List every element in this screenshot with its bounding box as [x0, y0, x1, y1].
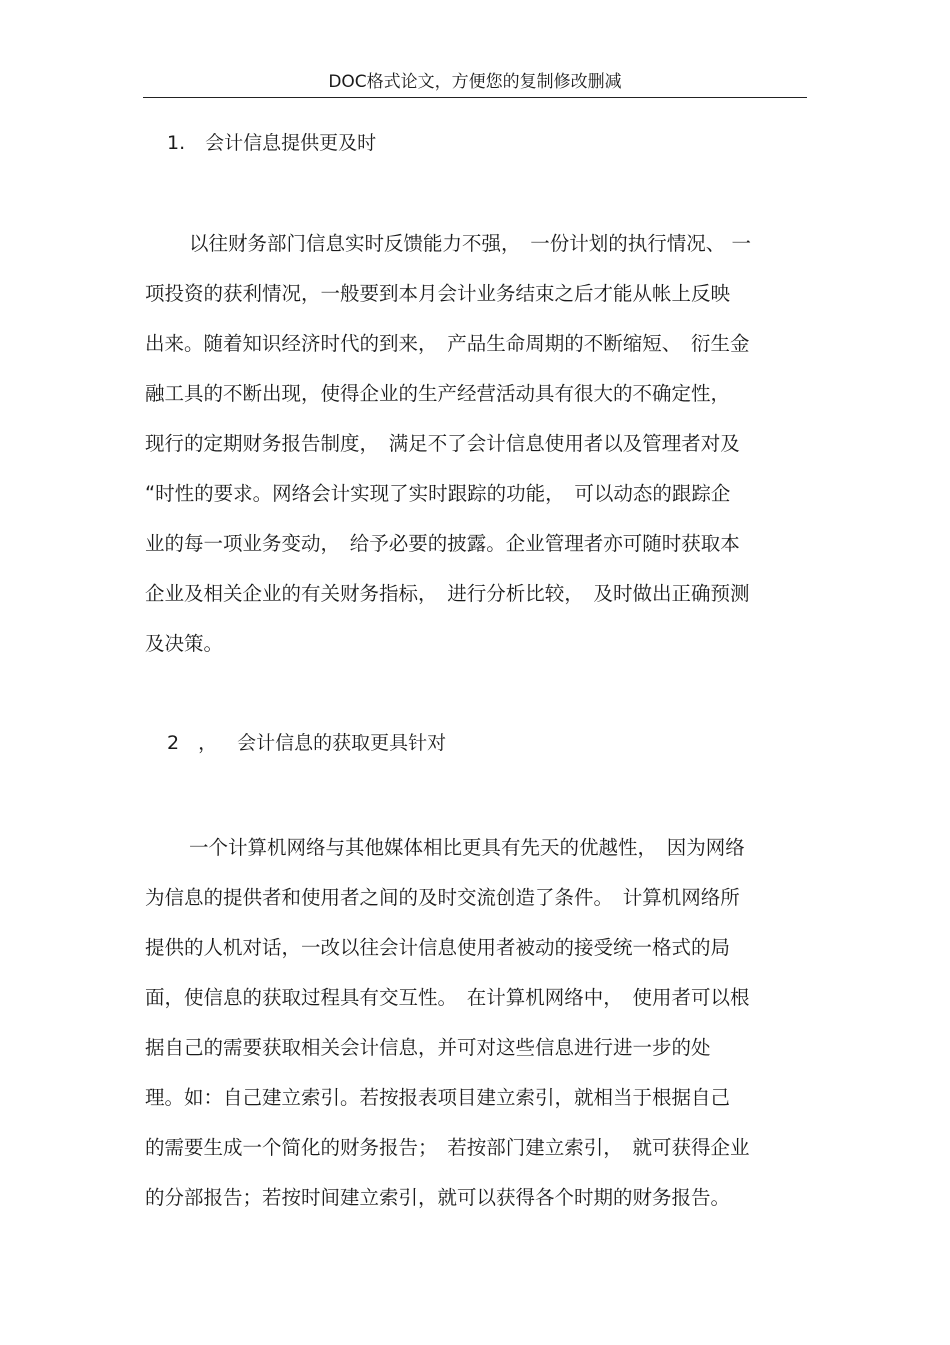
paragraph-line: 业的每一项业务变动， 给予必要的披露。企业管理者亦可随时获取本	[145, 532, 740, 555]
section-heading	[145, 127, 810, 159]
paragraph	[145, 219, 810, 669]
paragraph-line: 融工具的不断出现，使得企业的生产经营活动具有很大的不确定性，	[145, 382, 731, 405]
section-title: 会计信息的获取更具针对	[237, 732, 447, 754]
paragraph-line: 面，使信息的获取过程具有交互性。 在计算机网络中， 使用者可以根	[145, 986, 750, 1009]
paragraph-line: 理。如：自己建立索引。若按报表项目建立索引，就相当于根据自己	[145, 1086, 731, 1109]
section-heading	[145, 727, 810, 759]
section-number: 2 ，	[167, 732, 218, 754]
paragraph-line: 项投资的获利情况，一般要到本月会计业务结束之后才能从帐上反映	[145, 282, 731, 305]
section-number: 1.	[167, 132, 186, 154]
paragraph	[145, 823, 810, 1223]
paragraph-line: 据自己的需要获取相关会计信息，并可对这些信息进行进一步的处	[145, 1036, 711, 1059]
paragraph-line: 现行的定期财务报告制度， 满足不了会计信息使用者以及管理者对及	[145, 432, 740, 455]
paragraph-line: 的分部报告；若按时间建立索引，就可以获得各个时期的财务报告。	[145, 1186, 731, 1209]
paragraph-line: 出来。随着知识经济时代的到来， 产品生命周期的不断缩短、 衍生金	[145, 332, 750, 355]
paragraph-line: 的需要生成一个简化的财务报告； 若按部门建立索引， 就可获得企业	[145, 1136, 750, 1159]
page-header: DOC格式论文，方便您的复制修改删减	[143, 70, 807, 98]
paragraph-line: 一个计算机网络与其他媒体相比更具有先天的优越性， 因为网络	[189, 836, 745, 859]
paragraph-line: 及决策。	[145, 632, 224, 655]
document-body	[145, 125, 810, 1223]
paragraph-line: 以往财务部门信息实时反馈能力不强， 一份计划的执行情况、 一	[189, 232, 751, 255]
paragraph-line: 企业及相关企业的有关财务指标， 进行分析比较， 及时做出正确预测	[145, 582, 750, 605]
paragraph-line: 提供的人机对话，一改以往会计信息使用者被动的接受统一格式的局	[145, 936, 731, 959]
section-title: 会计信息提供更及时	[205, 132, 377, 154]
paragraph-line: 为信息的提供者和使用者之间的及时交流创造了条件。 计算机网络所	[145, 886, 740, 909]
paragraph-line: “时性的要求。网络会计实现了实时跟踪的功能， 可以动态的跟踪企	[145, 482, 731, 505]
